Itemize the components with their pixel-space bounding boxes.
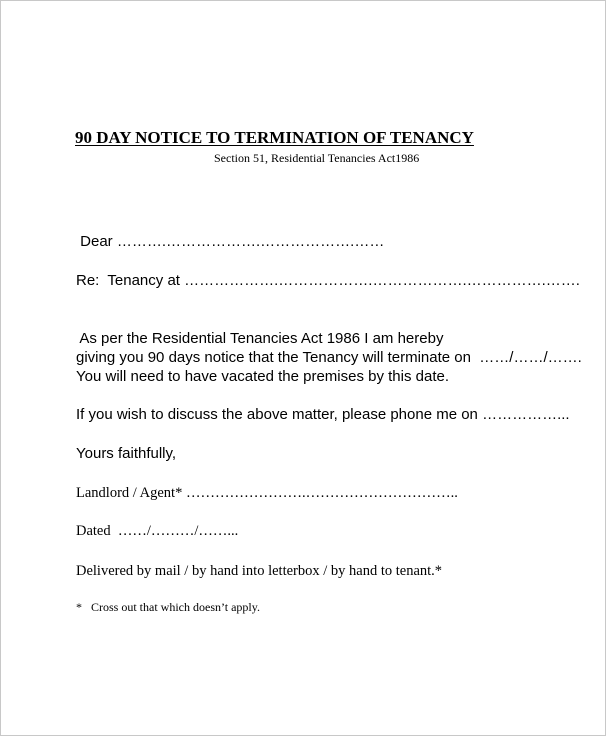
phone-line: If you wish to discuss the above matter, please phone me on ……………... [76,406,570,423]
dated-line: Dated ……/………/……... [76,523,239,539]
page-subtitle: Section 51, Residential Tenancies Act1986 [214,151,420,165]
footnote: * Cross out that which doesn’t apply. [76,600,260,614]
tenancy-address-line: Re: Tenancy at ……………….……………….……………….…………….……. [76,272,580,289]
salutation-line: Dear ……….……………….……………….…… [76,233,385,250]
page-title: 90 DAY NOTICE TO TERMINATION OF TENANCY [75,128,474,147]
body-line-1: As per the Residential Tenancies Act 1986 I am hereby [76,330,444,347]
delivery-method-line: Delivered by mail / by hand into letterbox / by hand to tenant.* [76,563,443,579]
body-line-2: giving you 90 days notice that the Tenancy will terminate on ……/……/……. [76,349,582,366]
closing-line: Yours faithfully, [76,445,177,462]
landlord-signature-line: Landlord / Agent* …………………….………………………….. [76,485,458,501]
body-line-3: You will need to have vacated the premises by this date. [76,368,450,385]
